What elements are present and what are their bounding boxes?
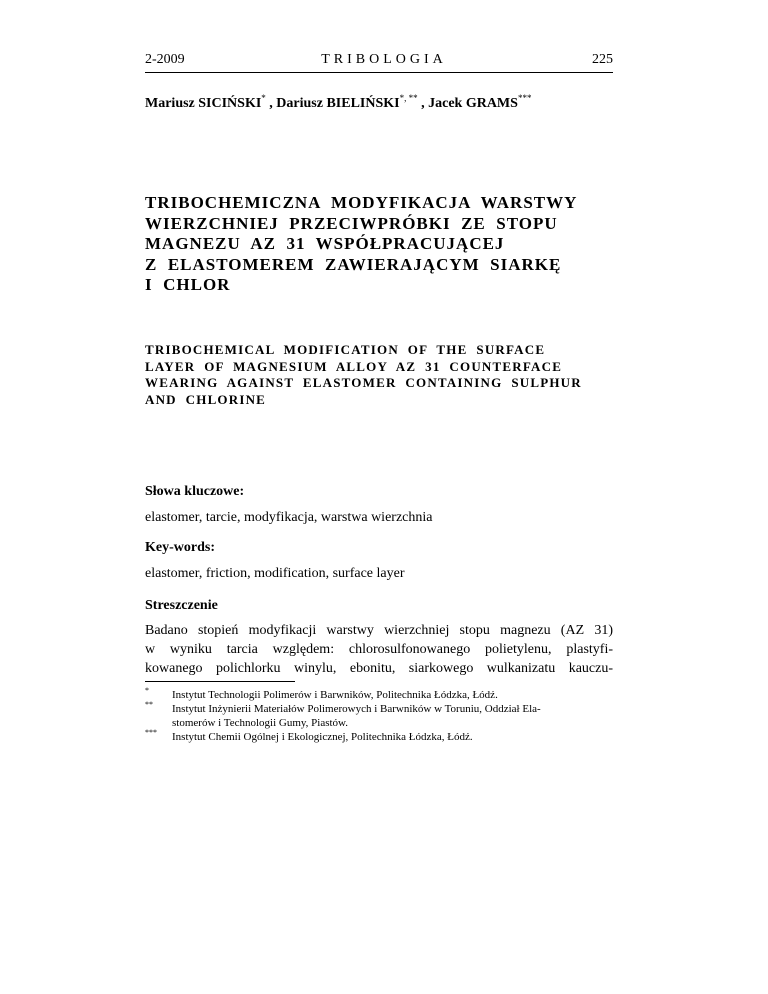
author-name: Jacek GRAMS [428,96,518,111]
title-polish-line: TRIBOCHEMICZNA MODYFIKACJA WARSTWY [145,193,578,212]
author-list: Mariusz SICIŃSKI* , Dariusz BIELIŃSKI*, ** , Jacek GRAMS*** [145,93,532,111]
footnote-mark: * [145,686,149,695]
footnote-text: Instytut Technologii Polimerów i Barwników, Politechnika Łódzka, Łódź. [172,689,498,701]
author-affiliation-mark: *, ** [399,93,418,103]
title-english-line: WEARING AGAINST ELASTOMER CONTAINING SULPHUR [145,375,582,390]
keywords-polish-label: Słowa kluczowe: [145,484,245,499]
title-polish-line: I CHLOR [145,275,231,294]
footnote-text: Instytut Inżynierii Materiałów Polimerowych i Barwników w Toruniu, Oddział Ela- [172,703,541,715]
title-english-line: LAYER OF MAGNESIUM ALLOY AZ 31 COUNTERFACE [145,358,563,374]
keywords-polish-text: elastomer, tarcie, modyfikacja, warstwa wierzchnia [145,510,433,525]
journal-name: TRIBOLOGIA [321,52,447,67]
keywords-english-text: elastomer, friction, modification, surface layer [145,566,405,581]
author-affiliation-mark: *** [517,93,532,103]
title-polish-line: MAGNEZU AZ 31 WSPÓŁPRACUJĄCEJ [145,234,505,253]
author-name: Dariusz BIELIŃSKI [276,96,400,111]
footnote-mark: ** [145,700,153,709]
title-polish-line: Z ELASTOMEREM ZAWIERAJĄCYM SIARKĘ [145,254,562,274]
footnote-mark: *** [145,728,157,737]
author-affiliation-mark: * [261,93,266,103]
abstract-line: Badano stopień modyfikacji warstwy wierzchniej stopu magnezu (AZ 31) [145,623,613,638]
title-english-line: TRIBOCHEMICAL MODIFICATION OF THE SURFACE [145,342,546,357]
footnote-rule [145,681,295,682]
abstract-line: w wyniku tarcia względem: chlorosulfonowanego polietylenu, plastyfi- [145,642,613,657]
abstract-line: kowanego polichlorku winylu, ebonitu, siarkowego wulkanizatu kauczu- [145,661,613,676]
footnote-text: stomerów i Technologii Gumy, Piastów. [172,716,349,729]
keywords-english-label: Key-words: [145,540,215,555]
title-polish-line: WIERZCHNIEJ PRZECIWPRÓBKI ZE STOPU [145,213,558,233]
issue-number: 2-2009 [145,52,185,67]
author-name: Mariusz SICIŃSKI [145,96,262,111]
abstract-label: Streszczenie [145,598,218,613]
title-english-line: AND CHLORINE [145,391,267,407]
header-rule [145,72,613,73]
page-number: 225 [592,52,613,67]
footnote-text: Instytut Chemii Ogólnej i Ekologicznej, Politechnika Łódzka, Łódź. [172,731,473,743]
